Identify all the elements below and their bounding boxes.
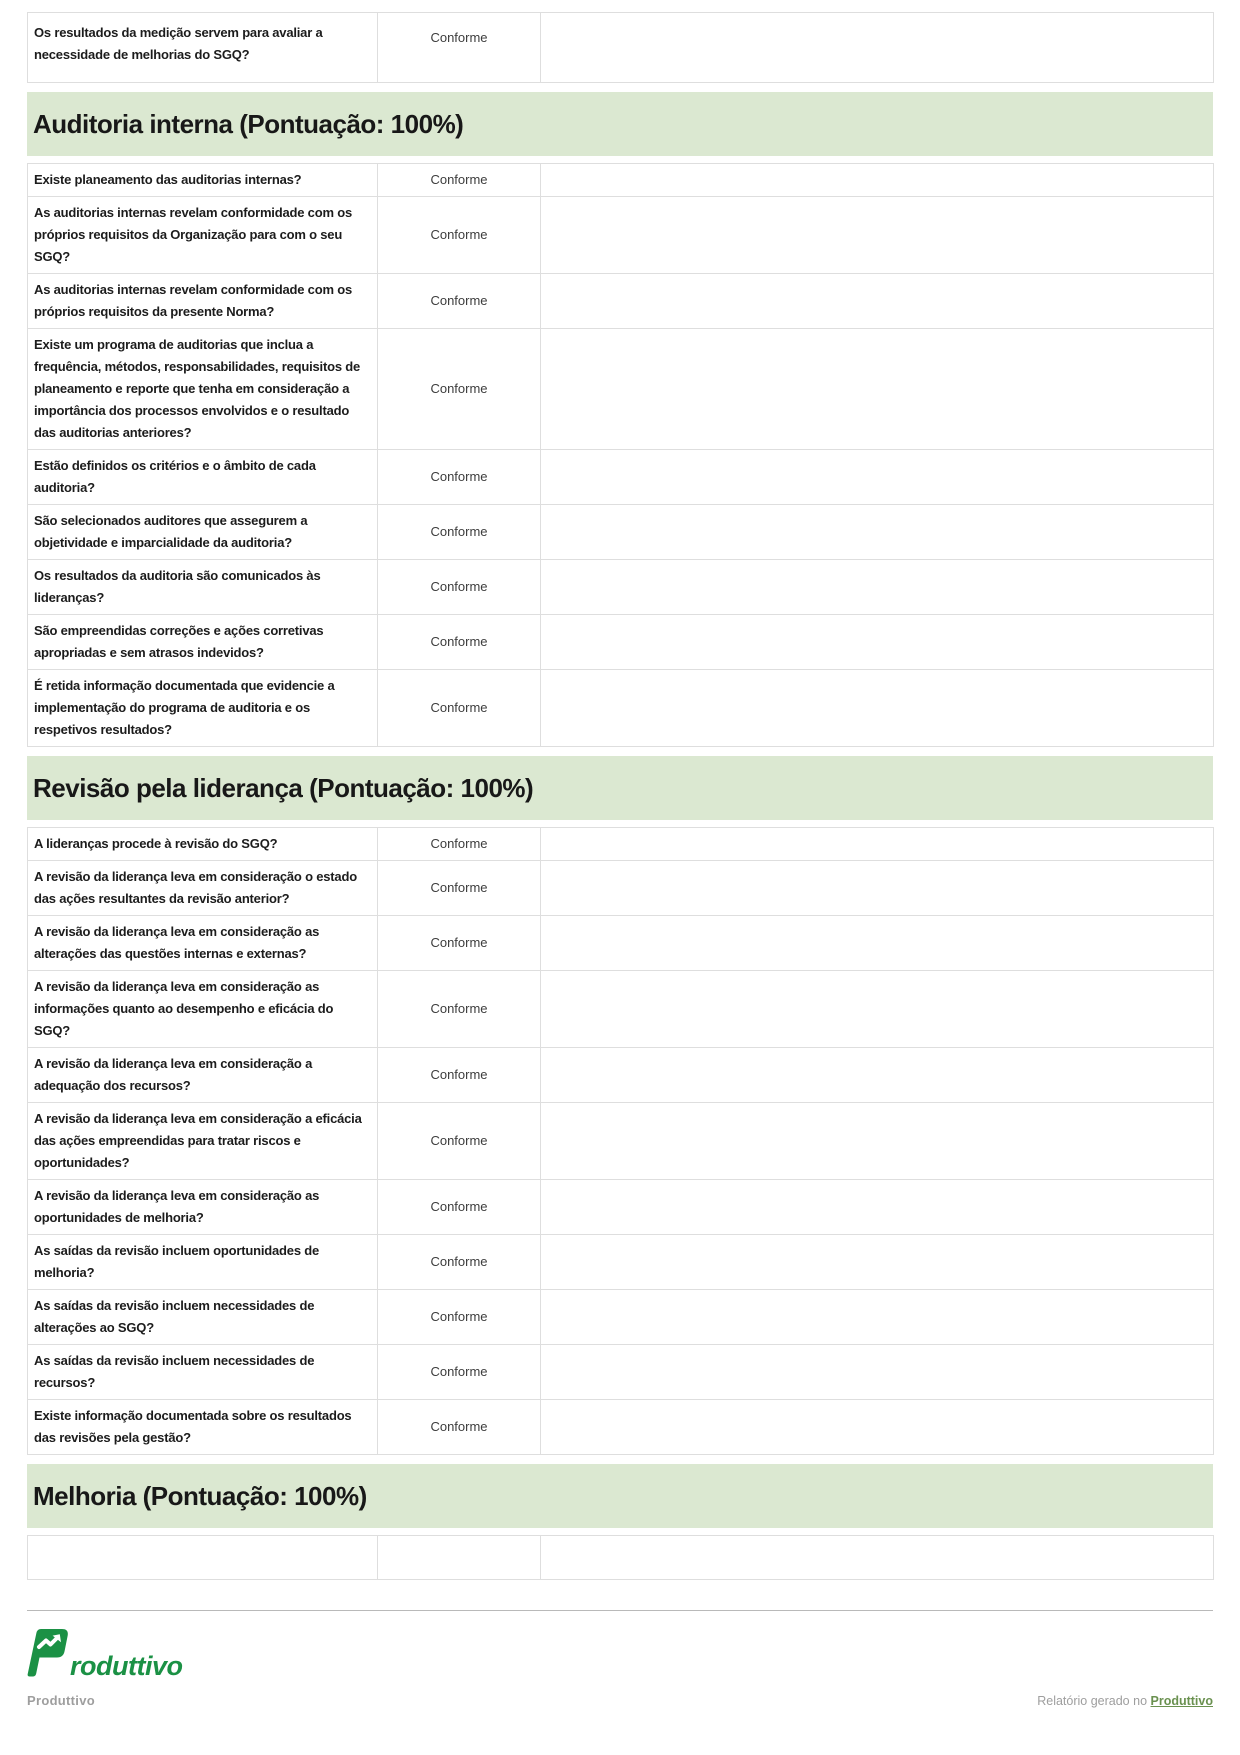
evidence-cell-empty <box>541 1103 1214 1180</box>
evidence-cell-empty <box>541 916 1214 971</box>
question-cell: As auditorias internas revelam conformidade com os próprios requisitos da Organização para com o seu SGQ? <box>28 197 378 274</box>
footer-brand-label: Produttivo <box>27 1693 95 1708</box>
evidence-cell-empty <box>541 560 1214 615</box>
checklist-table-revisao-pela-lideranca <box>27 827 1214 1455</box>
footer-generated-prefix: Relatório gerado no <box>1037 1694 1148 1708</box>
question-cell: São empreendidas correções e ações corretivas apropriadas e sem atrasos indevidos? <box>28 615 378 670</box>
table-row <box>28 1345 1214 1400</box>
section-header-melhoria: Melhoria (Pontuação: 100%) <box>27 1464 1213 1528</box>
evidence-cell-empty <box>541 13 1214 83</box>
table-row <box>28 971 1214 1048</box>
question-cell: Estão definidos os critérios e o âmbito de cada auditoria? <box>28 450 378 505</box>
question-cell: A lideranças procede à revisão do SGQ? <box>28 828 378 861</box>
question-cell: São selecionados auditores que assegurem a objetividade e imparcialidade da auditoria? <box>28 505 378 560</box>
evidence-cell-empty <box>541 329 1214 450</box>
answer-cell: Conforme <box>378 861 541 916</box>
section-header-revisao-pela-lideranca: Revisão pela liderança (Pontuação: 100%) <box>27 756 1213 820</box>
evidence-cell-empty <box>541 828 1214 861</box>
evidence-cell-empty <box>541 274 1214 329</box>
question-cell: Existe planeamento das auditorias internas? <box>28 164 378 197</box>
answer-cell: Conforme <box>378 164 541 197</box>
table-row <box>28 1235 1214 1290</box>
question-cell: Existe informação documentada sobre os resultados das revisões pela gestão? <box>28 1400 378 1455</box>
question-cell: A revisão da liderança leva em consideração as oportunidades de melhoria? <box>28 1180 378 1235</box>
table-row <box>28 197 1214 274</box>
question-cell: A revisão da liderança leva em consideração o estado das ações resultantes da revisão anterior? <box>28 861 378 916</box>
table-row <box>28 828 1214 861</box>
section-header-auditoria-interna: Auditoria interna (Pontuação: 100%) <box>27 92 1213 156</box>
table-row <box>28 450 1214 505</box>
answer-cell: Conforme <box>378 1048 541 1103</box>
answer-cell: Conforme <box>378 329 541 450</box>
table-row <box>28 274 1214 329</box>
produttivo-logo-icon <box>27 1628 69 1677</box>
table-row <box>28 13 1214 83</box>
table-row <box>28 615 1214 670</box>
table-row <box>28 670 1214 747</box>
evidence-cell-empty <box>541 505 1214 560</box>
question-cell: Os resultados da auditoria são comunicados às lideranças? <box>28 560 378 615</box>
evidence-cell-empty <box>541 164 1214 197</box>
answer-cell: Conforme <box>378 828 541 861</box>
answer-cell: Conforme <box>378 274 541 329</box>
table-row <box>28 1400 1214 1455</box>
table-row <box>28 1290 1214 1345</box>
checklist-table-melhoria <box>27 1535 1214 1580</box>
answer-cell: Conforme <box>378 505 541 560</box>
table-row-empty <box>28 1536 1214 1580</box>
answer-cell: Conforme <box>378 1180 541 1235</box>
evidence-cell-empty <box>541 1235 1214 1290</box>
question-cell: A revisão da liderança leva em consideração as informações quanto ao desempenho e eficácia do SGQ? <box>28 971 378 1048</box>
evidence-cell-empty <box>541 971 1214 1048</box>
evidence-cell-empty <box>541 1290 1214 1345</box>
evidence-cell-empty <box>541 1048 1214 1103</box>
answer-cell: Conforme <box>378 13 541 83</box>
page-footer <box>27 1610 1213 1708</box>
answer-cell: Conforme <box>378 1290 541 1345</box>
evidence-cell-empty <box>541 1536 1214 1580</box>
footer-labels-row <box>27 1693 1213 1708</box>
table-row <box>28 164 1214 197</box>
table-row <box>28 916 1214 971</box>
evidence-cell-empty <box>541 197 1214 274</box>
answer-cell: Conforme <box>378 1345 541 1400</box>
table-row <box>28 560 1214 615</box>
checklist-table-continuation <box>27 12 1214 83</box>
evidence-cell-empty <box>541 615 1214 670</box>
table-row <box>28 505 1214 560</box>
question-cell: Existe um programa de auditorias que inclua a frequência, métodos, responsabilidades, requisitos de planeamento e reporte que tenha em consideração a importância dos processos envolvidos e o resultado das auditorias anteriores? <box>28 329 378 450</box>
produttivo-logo <box>27 1628 1213 1681</box>
answer-cell: Conforme <box>378 971 541 1048</box>
answer-cell: Conforme <box>378 560 541 615</box>
answer-cell: Conforme <box>378 1235 541 1290</box>
question-cell: A revisão da liderança leva em consideração a eficácia das ações empreendidas para tratar riscos e oportunidades? <box>28 1103 378 1180</box>
answer-cell-empty <box>378 1536 541 1580</box>
table-row <box>28 329 1214 450</box>
produttivo-logo-wordmark: roduttivo <box>70 1651 183 1681</box>
evidence-cell-empty <box>541 1345 1214 1400</box>
footer-divider <box>27 1610 1213 1611</box>
answer-cell: Conforme <box>378 916 541 971</box>
question-cell: Os resultados da medição servem para avaliar a necessidade de melhorias do SGQ? <box>28 13 378 83</box>
question-cell: É retida informação documentada que evidencie a implementação do programa de auditoria e os respetivos resultados? <box>28 670 378 747</box>
answer-cell: Conforme <box>378 670 541 747</box>
evidence-cell-empty <box>541 1180 1214 1235</box>
table-row <box>28 861 1214 916</box>
question-cell-empty <box>28 1536 378 1580</box>
question-cell: A revisão da liderança leva em consideração as alterações das questões internas e externas? <box>28 916 378 971</box>
evidence-cell-empty <box>541 861 1214 916</box>
produttivo-link[interactable]: Produttivo <box>1150 1694 1213 1708</box>
table-row <box>28 1180 1214 1235</box>
table-row <box>28 1103 1214 1180</box>
answer-cell: Conforme <box>378 1103 541 1180</box>
question-cell: As saídas da revisão incluem oportunidades de melhoria? <box>28 1235 378 1290</box>
answer-cell: Conforme <box>378 1400 541 1455</box>
evidence-cell-empty <box>541 450 1214 505</box>
question-cell: A revisão da liderança leva em consideração a adequação dos recursos? <box>28 1048 378 1103</box>
question-cell: As saídas da revisão incluem necessidades de recursos? <box>28 1345 378 1400</box>
answer-cell: Conforme <box>378 615 541 670</box>
evidence-cell-empty <box>541 1400 1214 1455</box>
question-cell: As saídas da revisão incluem necessidades de alterações ao SGQ? <box>28 1290 378 1345</box>
question-cell: As auditorias internas revelam conformidade com os próprios requisitos da presente Norma? <box>28 274 378 329</box>
checklist-table-auditoria-interna <box>27 163 1214 747</box>
evidence-cell-empty <box>541 670 1214 747</box>
answer-cell: Conforme <box>378 197 541 274</box>
answer-cell: Conforme <box>378 450 541 505</box>
table-row <box>28 1048 1214 1103</box>
footer-generated-text <box>1037 1694 1213 1708</box>
